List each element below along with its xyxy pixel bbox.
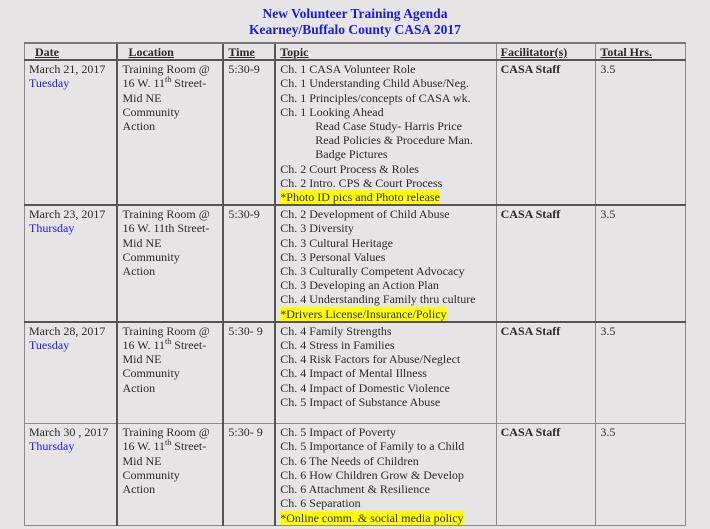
header-topic: Topic bbox=[275, 43, 496, 60]
location-cell: Training Room @ 16 W. 11th Street- Mid NE Community Action bbox=[117, 322, 223, 424]
header-location: Location bbox=[117, 43, 223, 60]
total-hrs-cell: 3.5 bbox=[596, 60, 686, 205]
topic-cell: Ch. 4 Family Strengths Ch. 4 Stress in Families Ch. 4 Risk Factors for Abuse/Neglect Ch. 4 Impact of Mental Illness Ch. 4 Impact of Domestic Violence Ch. 5 Impact of Substance Abuse bbox=[275, 322, 496, 424]
total-hrs-cell: 3.5 bbox=[596, 424, 686, 525]
document-title bbox=[0, 6, 710, 38]
title-line-1: New Volunteer Training Agenda bbox=[262, 6, 448, 21]
time-cell: 5:30- 9 bbox=[223, 424, 275, 525]
agenda-table bbox=[24, 42, 686, 526]
date-cell: March 30 , 2017 Thursday bbox=[25, 424, 118, 525]
facilitator-cell: CASA Staff bbox=[496, 60, 596, 205]
highlighted-note: *Photo ID pics and Photo release bbox=[280, 190, 440, 205]
time-cell: 5:30-9 bbox=[223, 205, 275, 322]
weekday: Tuesday bbox=[29, 76, 70, 91]
header-time: Time bbox=[223, 43, 275, 60]
table-row bbox=[25, 205, 686, 322]
total-hrs-cell: 3.5 bbox=[596, 205, 686, 322]
date-cell: March 23, 2017 Thursday bbox=[25, 205, 118, 322]
location-cell: Training Room @ 16 W. 11th Street- Mid NE Community Action bbox=[117, 60, 223, 205]
total-hrs-cell: 3.5 bbox=[596, 322, 686, 424]
highlighted-note: *Drivers License/Insurance/Policy bbox=[280, 306, 447, 321]
header-row bbox=[25, 43, 686, 60]
highlighted-note: *Online comm. & social media policy bbox=[280, 510, 464, 525]
table-row bbox=[25, 322, 686, 424]
topic-cell: Ch. 1 CASA Volunteer Role Ch. 1 Understanding Child Abuse/Neg. Ch. 1 Principles/concepts of CASA wk. Ch. 1 Looking Ahead Read Case Study- Harris Price Read Policies & Procedure Man. Badge Pictures Ch. 2 Court Process & Roles Ch. 2 Intro. CPS & Court Process *Photo ID pics and Photo release bbox=[275, 60, 496, 205]
header-date: Date bbox=[25, 43, 118, 60]
date-cell: March 28, 2017 Tuesday bbox=[25, 322, 118, 424]
location-cell: Training Room @ 16 W. 11th Street- Mid NE Community Action bbox=[117, 424, 223, 525]
header-facilitator: Facilitator(s) bbox=[496, 43, 596, 60]
facilitator-cell: CASA Staff bbox=[496, 322, 596, 424]
weekday: Thursday bbox=[29, 439, 75, 454]
title-line-2: Kearney/Buffalo County CASA 2017 bbox=[249, 22, 461, 37]
weekday: Tuesday bbox=[29, 338, 70, 353]
facilitator-cell: CASA Staff bbox=[496, 424, 596, 525]
time-cell: 5:30-9 bbox=[223, 60, 275, 205]
topic-cell: Ch. 2 Development of Child Abuse Ch. 3 Diversity Ch. 3 Cultural Heritage Ch. 3 Personal Values Ch. 3 Culturally Competent Advocacy Ch. 3 Developing an Action Plan Ch. 4 Understanding Family thru culture *Drivers License/Insurance/Policy bbox=[275, 205, 496, 322]
date-cell: March 21, 2017 Tuesday bbox=[25, 60, 118, 205]
table-row bbox=[25, 424, 686, 525]
header-total-hrs: Total Hrs. bbox=[596, 43, 686, 60]
topic-cell: Ch. 5 Impact of Poverty Ch. 5 Importance of Family to a Child Ch. 6 The Needs of Children Ch. 6 How Children Grow & Develop Ch. 6 Attachment & Resilience Ch. 6 Separation *Online comm. & social media policy bbox=[275, 424, 496, 525]
table-row bbox=[25, 60, 686, 205]
time-cell: 5:30- 9 bbox=[223, 322, 275, 424]
facilitator-cell: CASA Staff bbox=[496, 205, 596, 322]
weekday: Thursday bbox=[29, 221, 75, 236]
location-cell: Training Room @ 16 W. 11th Street- Mid NE Community Action bbox=[117, 205, 223, 322]
